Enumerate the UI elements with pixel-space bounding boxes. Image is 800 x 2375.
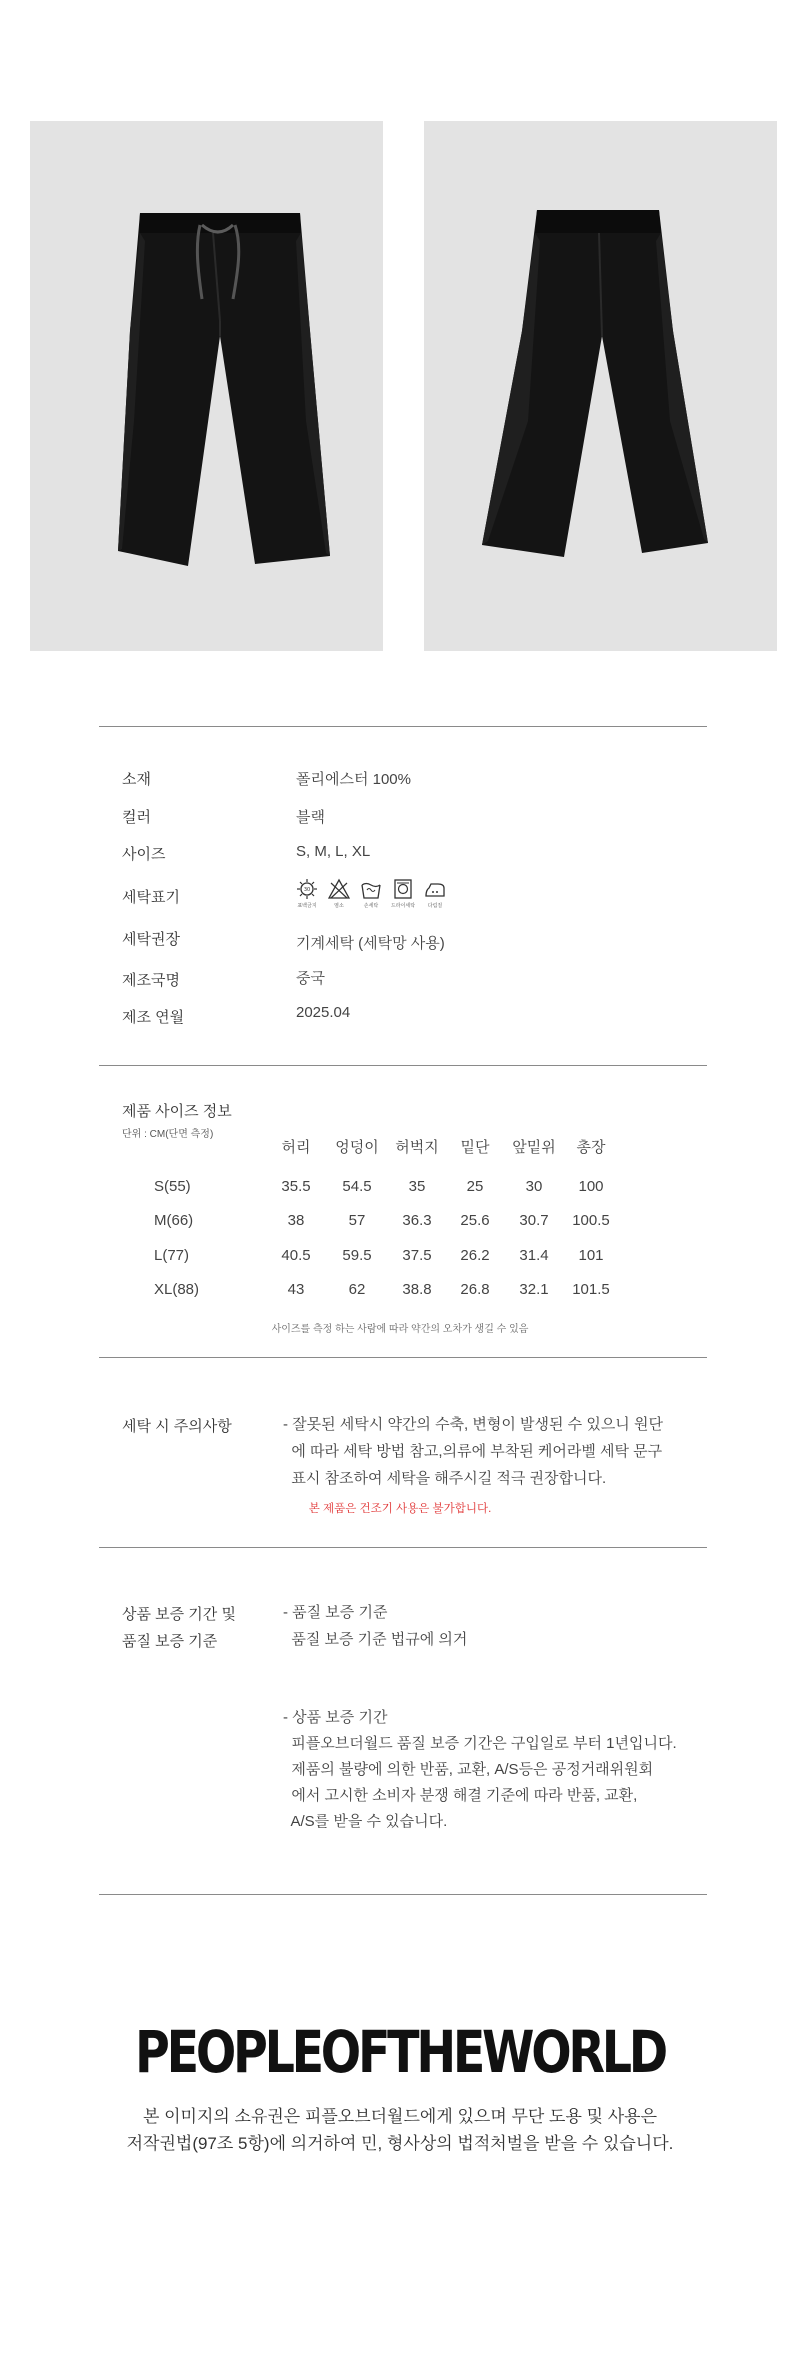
size-cell: 38 xyxy=(287,1212,305,1229)
size-cell: 30 xyxy=(525,1178,543,1195)
size-cell: 25.6 xyxy=(460,1212,490,1229)
size-cell: 25 xyxy=(466,1178,484,1195)
copyright-line: 본 이미지의 소유권은 피플오브더월드에게 있으며 무단 도용 및 사용은 xyxy=(142,2107,658,2126)
dryer-warning: 본 제품은 건조기 사용은 불가합니다. xyxy=(308,1503,492,1515)
care-title: 세탁 시 주의사항 xyxy=(122,1418,232,1435)
spec-value-material: 폴리에스터 100% xyxy=(296,771,411,788)
spec-value-color: 블랙 xyxy=(296,809,325,826)
size-cell: 40.5 xyxy=(281,1247,311,1264)
size-cell: 101 xyxy=(578,1247,604,1264)
divider xyxy=(99,1894,707,1895)
size-cell: 59.5 xyxy=(342,1247,372,1264)
size-header: 총장 xyxy=(576,1139,606,1156)
size-row-label: S(55) xyxy=(154,1178,191,1195)
hand-wash-tub-icon xyxy=(358,878,384,909)
care-line: - 잘못된 세탁시 약간의 수축, 변형이 발생된 수 있으니 원단 xyxy=(283,1416,663,1433)
no-bleach-sun-icon xyxy=(294,878,320,909)
spec-label-color: 컬러 xyxy=(122,809,151,826)
wash-caption: 표백금지 xyxy=(297,903,317,909)
size-cell: 38.8 xyxy=(402,1281,432,1298)
copyright-notice xyxy=(0,2103,800,2157)
svg-text:30: 30 xyxy=(303,887,311,893)
size-cell: 30.7 xyxy=(519,1212,549,1229)
size-cell: 35 xyxy=(408,1178,426,1195)
spec-label-wash-label: 세탁표기 xyxy=(122,889,180,906)
size-header: 밑단 xyxy=(460,1139,490,1156)
size-cell: 26.8 xyxy=(460,1281,490,1298)
size-header: 허리 xyxy=(281,1139,311,1156)
iron-icon xyxy=(422,878,448,909)
pants-front-photo xyxy=(30,121,383,651)
warranty-line: A/S를 받을 수 있습니다. xyxy=(283,1813,448,1830)
spec-label-country: 제조국명 xyxy=(122,972,180,989)
spec-value-wash-recommend: 기계세탁 (세탁망 사용) xyxy=(296,935,445,952)
spec-value-country: 중국 xyxy=(296,970,325,987)
size-row-label: XL(88) xyxy=(154,1281,200,1298)
care-line: 표시 참조하여 세탁을 해주시길 적극 권장합니다. xyxy=(283,1470,607,1487)
warranty-line: - 품질 보증 기준 xyxy=(283,1604,388,1621)
warranty-line: - 상품 보증 기간 xyxy=(283,1709,388,1726)
size-cell: 100 xyxy=(578,1178,604,1195)
size-cell: 36.3 xyxy=(402,1212,432,1229)
care-line: 에 따라 세탁 방법 참고,의류에 부착된 케어라벨 세탁 문구 xyxy=(283,1443,663,1460)
size-header: 앞밑위 xyxy=(512,1139,556,1156)
size-info-title: 제품 사이즈 정보 xyxy=(122,1103,232,1120)
size-cell: 32.1 xyxy=(519,1281,549,1298)
size-measure-note: 사이즈를 측정 하는 사람에 따라 약간의 오차가 생길 수 있음 xyxy=(271,1324,529,1335)
no-chlorine-bleach-icon xyxy=(326,878,352,909)
spec-value-manufacture-date: 2025.04 xyxy=(296,1004,351,1021)
wash-caption: 드라이세탁 xyxy=(390,903,416,909)
pants-back-photo xyxy=(424,121,777,651)
wash-symbol-group xyxy=(294,878,448,909)
wash-caption: 손세탁 xyxy=(363,903,379,909)
warranty-title: 상품 보증 기간 및 xyxy=(122,1606,236,1623)
dry-clean-box-icon xyxy=(390,878,416,909)
size-header: 허벅지 xyxy=(395,1139,439,1156)
size-header: 엉덩이 xyxy=(335,1139,379,1156)
wash-caption: 다림질 xyxy=(427,903,443,909)
size-cell: 57 xyxy=(348,1212,366,1229)
warranty-line: 피플오브더월드 품질 보증 기간은 구입일로 부터 1년입니다. xyxy=(283,1735,677,1752)
spec-label-size: 사이즈 xyxy=(122,846,166,863)
size-cell: 26.2 xyxy=(460,1247,490,1264)
size-cell: 54.5 xyxy=(342,1178,372,1195)
spec-value-size: S, M, L, XL xyxy=(296,843,371,860)
divider xyxy=(99,726,707,727)
warranty-line: 에서 고시한 소비자 분쟁 해결 기준에 따라 반품, 교환, xyxy=(283,1787,638,1804)
warranty-line: 제품의 불량에 의한 반품, 교환, A/S등은 공정거래위원회 xyxy=(283,1761,654,1778)
brand-logo: PEOPLEOFTHEWORLD xyxy=(135,2018,665,2086)
copyright-line: 저작권법(97조 5항)에 의거하여 민, 형사상의 법적처벌을 받을 수 있습니다. xyxy=(126,2134,674,2153)
warranty-title-line2: 품질 보증 기준 xyxy=(122,1633,218,1650)
wash-caption: 염소 xyxy=(334,903,344,909)
size-cell: 35.5 xyxy=(281,1178,311,1195)
divider xyxy=(99,1065,707,1066)
divider xyxy=(99,1547,707,1548)
size-row-label: L(77) xyxy=(154,1247,190,1264)
size-cell: 31.4 xyxy=(519,1247,549,1264)
size-cell: 37.5 xyxy=(402,1247,432,1264)
size-cell: 62 xyxy=(348,1281,366,1298)
size-cell: 43 xyxy=(287,1281,305,1298)
warranty-line: 품질 보증 기준 법규에 의거 xyxy=(283,1631,468,1648)
spec-label-material: 소재 xyxy=(122,771,151,788)
size-unit-note: 단위 : CM(단면 측정) xyxy=(122,1129,214,1140)
size-cell: 101.5 xyxy=(572,1281,610,1298)
spec-label-manufacture-date: 제조 연월 xyxy=(122,1009,185,1026)
size-row-label: M(66) xyxy=(154,1212,194,1229)
divider xyxy=(99,1357,707,1358)
spec-label-wash-recommend: 세탁권장 xyxy=(122,931,180,948)
size-cell: 100.5 xyxy=(572,1212,610,1229)
